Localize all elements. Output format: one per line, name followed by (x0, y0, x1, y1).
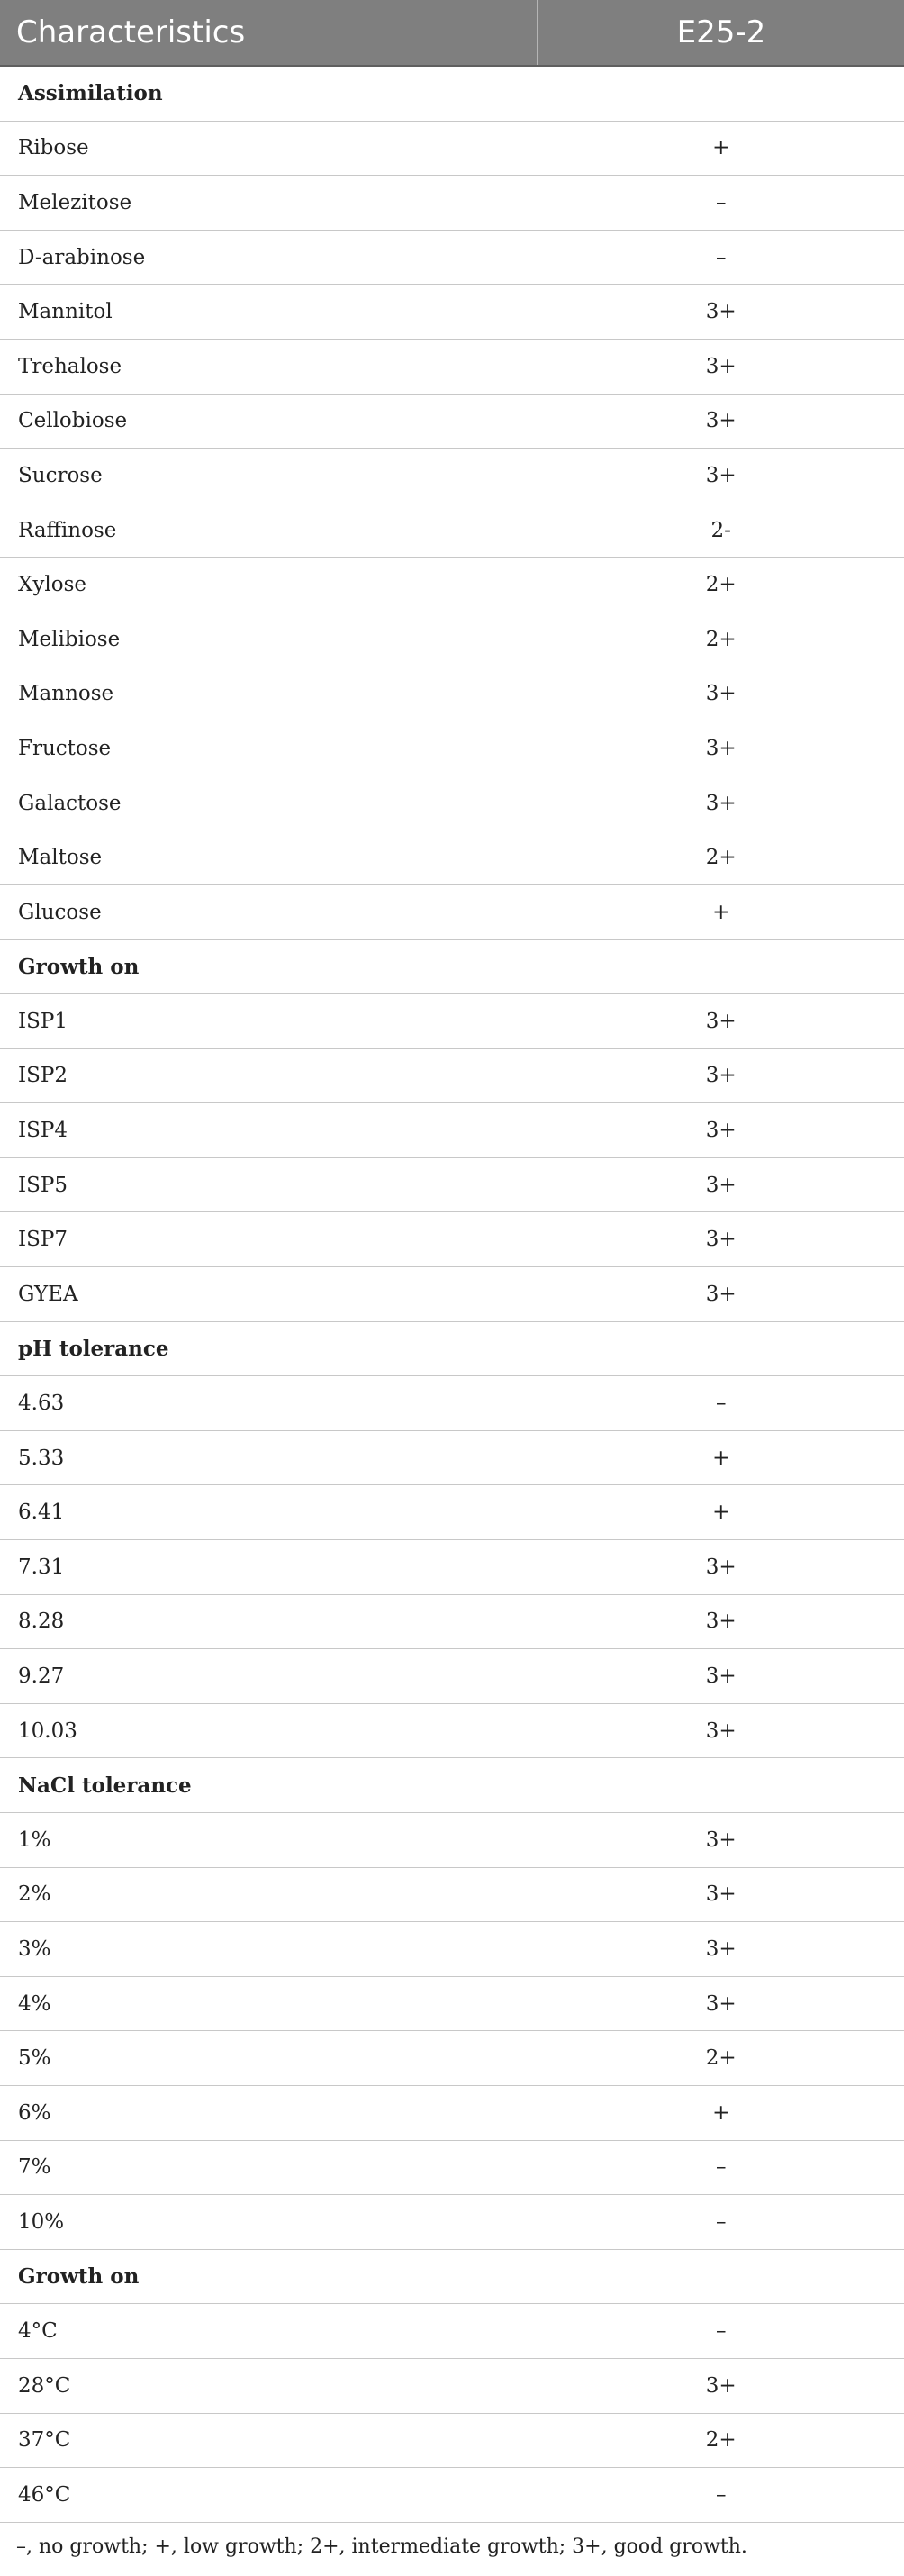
characteristic-cell: 5.33 (0, 1430, 538, 1485)
growth-value-cell: 3+ (538, 285, 904, 340)
characteristic-cell: Maltose (0, 830, 538, 885)
table-row (0, 667, 904, 721)
growth-value-cell: 3+ (538, 776, 904, 830)
growth-value-cell: 3+ (538, 1976, 904, 2031)
characteristic-cell: 10% (0, 2195, 538, 2250)
characteristic-cell: ISP7 (0, 1212, 538, 1267)
table-row (0, 2140, 904, 2195)
growth-value-cell: – (538, 1376, 904, 1431)
table-row (0, 1103, 904, 1158)
table-row (0, 1922, 904, 1977)
growth-value-cell: 3+ (538, 1540, 904, 1595)
growth-value-cell: + (538, 1430, 904, 1485)
growth-value-cell: 2+ (538, 612, 904, 667)
growth-value-cell: + (538, 2085, 904, 2140)
growth-value-cell: 2+ (538, 2031, 904, 2086)
characteristic-cell: Xylose (0, 558, 538, 612)
growth-value-cell: – (538, 176, 904, 231)
characteristic-cell: Glucose (0, 884, 538, 939)
characteristic-cell: 6.41 (0, 1485, 538, 1540)
table-row (0, 2468, 904, 2523)
characteristic-cell: Melezitose (0, 176, 538, 231)
growth-value-cell: 3+ (538, 1922, 904, 1977)
characteristic-cell: ISP2 (0, 1048, 538, 1103)
growth-value-cell: 2+ (538, 830, 904, 885)
table-row (0, 1048, 904, 1103)
table-row (0, 1540, 904, 1595)
characteristic-cell: 4% (0, 1976, 538, 2031)
section-title: Assimilation (0, 66, 904, 121)
table-row (0, 1157, 904, 1212)
header-row (0, 0, 904, 66)
characteristic-cell: 4.63 (0, 1376, 538, 1431)
growth-value-cell: – (538, 2195, 904, 2250)
table-row (0, 1376, 904, 1431)
characteristic-cell: 7.31 (0, 1540, 538, 1595)
table-row (0, 449, 904, 503)
section-row (0, 1758, 904, 1813)
growth-value-cell: + (538, 884, 904, 939)
characteristic-cell: Raffinose (0, 503, 538, 558)
table-row (0, 994, 904, 1049)
characteristic-cell: 7% (0, 2140, 538, 2195)
table-row (0, 1267, 904, 1322)
characteristic-cell: 46°C (0, 2468, 538, 2523)
characteristic-cell: 37°C (0, 2413, 538, 2468)
table-row (0, 2358, 904, 2413)
characteristic-cell: Sucrose (0, 449, 538, 503)
characteristic-cell: ISP1 (0, 994, 538, 1049)
table-row (0, 176, 904, 231)
characteristic-cell: 1% (0, 1813, 538, 1868)
growth-value-cell: – (538, 2304, 904, 2359)
table-body (0, 66, 904, 2522)
table-row (0, 1976, 904, 2031)
growth-value-cell: 3+ (538, 1649, 904, 1704)
table-row (0, 1212, 904, 1267)
growth-value-cell: 3+ (538, 1048, 904, 1103)
growth-value-cell: 3+ (538, 1267, 904, 1322)
table-row (0, 2031, 904, 2086)
characteristic-cell: ISP4 (0, 1103, 538, 1158)
characteristic-cell: Ribose (0, 121, 538, 176)
table-row (0, 2304, 904, 2359)
growth-value-cell: 3+ (538, 667, 904, 721)
growth-value-cell: 3+ (538, 1212, 904, 1267)
table-row (0, 612, 904, 667)
column-header-strain: E25-2 (538, 0, 904, 66)
section-row (0, 1321, 904, 1376)
characteristic-cell: Melibiose (0, 612, 538, 667)
table-row (0, 721, 904, 776)
table-row (0, 776, 904, 830)
table-row (0, 2085, 904, 2140)
growth-value-cell: – (538, 2468, 904, 2523)
characteristic-cell: D-arabinose (0, 230, 538, 285)
table-footnote: –, no growth; +, low growth; 2+, intermediate growth; 3+, good growth. (16, 2535, 747, 2558)
section-row (0, 2249, 904, 2304)
table-row (0, 121, 904, 176)
characteristic-cell: 9.27 (0, 1649, 538, 1704)
table-row (0, 1485, 904, 1540)
table-row (0, 884, 904, 939)
growth-value-cell: 3+ (538, 1103, 904, 1158)
characteristic-cell: 8.28 (0, 1594, 538, 1649)
table-row (0, 1813, 904, 1868)
growth-value-cell: 3+ (538, 1813, 904, 1868)
table-header (0, 0, 904, 66)
column-header-characteristics: Characteristics (0, 0, 538, 66)
growth-value-cell: + (538, 1485, 904, 1540)
section-row (0, 66, 904, 121)
characteristic-cell: 2% (0, 1867, 538, 1922)
growth-value-cell: 3+ (538, 1594, 904, 1649)
section-title: NaCl tolerance (0, 1758, 904, 1813)
growth-value-cell: 3+ (538, 449, 904, 503)
table-row (0, 503, 904, 558)
table-row (0, 1430, 904, 1485)
table-row (0, 1649, 904, 1704)
characteristic-cell: 5% (0, 2031, 538, 2086)
table-row (0, 394, 904, 449)
table-row (0, 339, 904, 394)
growth-value-cell: 3+ (538, 339, 904, 394)
characteristic-cell: Fructose (0, 721, 538, 776)
characteristic-cell: Cellobiose (0, 394, 538, 449)
table-row (0, 2195, 904, 2250)
section-title: Growth on (0, 939, 904, 994)
growth-value-cell: 3+ (538, 1703, 904, 1758)
section-row (0, 939, 904, 994)
characteristic-cell: Galactose (0, 776, 538, 830)
growth-value-cell: 3+ (538, 394, 904, 449)
characteristic-cell: Mannose (0, 667, 538, 721)
growth-value-cell: 3+ (538, 721, 904, 776)
characteristic-cell: 28°C (0, 2358, 538, 2413)
table-row (0, 1594, 904, 1649)
growth-value-cell: 3+ (538, 1867, 904, 1922)
growth-value-cell: 3+ (538, 994, 904, 1049)
table-row (0, 2413, 904, 2468)
growth-value-cell: 3+ (538, 1157, 904, 1212)
growth-value-cell: – (538, 230, 904, 285)
growth-value-cell: 2+ (538, 2413, 904, 2468)
characteristic-cell: ISP5 (0, 1157, 538, 1212)
characteristic-cell: 4°C (0, 2304, 538, 2359)
characteristic-cell: GYEA (0, 1267, 538, 1322)
characteristic-cell: 10.03 (0, 1703, 538, 1758)
table-row (0, 830, 904, 885)
growth-value-cell: + (538, 121, 904, 176)
characteristic-cell: 3% (0, 1922, 538, 1977)
table-row (0, 230, 904, 285)
table-row (0, 1867, 904, 1922)
table-row (0, 558, 904, 612)
growth-value-cell: – (538, 2140, 904, 2195)
characteristic-cell: Trehalose (0, 339, 538, 394)
table-row (0, 285, 904, 340)
growth-value-cell: 2+ (538, 558, 904, 612)
growth-value-cell: 2- (538, 503, 904, 558)
section-title: Growth on (0, 2249, 904, 2304)
growth-value-cell: 3+ (538, 2358, 904, 2413)
table-row (0, 1703, 904, 1758)
characteristic-cell: 6% (0, 2085, 538, 2140)
characteristic-cell: Mannitol (0, 285, 538, 340)
section-title: pH tolerance (0, 1321, 904, 1376)
